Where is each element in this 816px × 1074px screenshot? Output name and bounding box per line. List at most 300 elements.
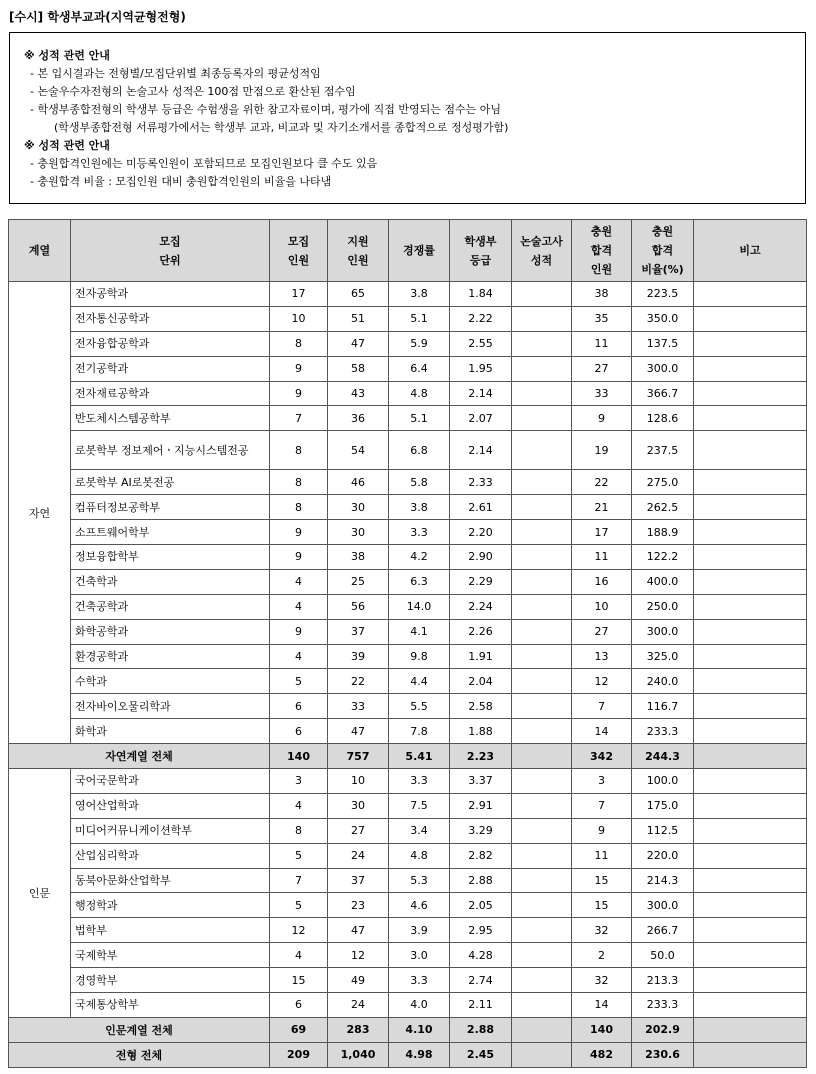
grade-cell: 1.84 xyxy=(450,282,512,307)
competition-cell: 14.0 xyxy=(389,594,450,619)
note-cell xyxy=(694,644,807,669)
grade-cell: 2.58 xyxy=(450,694,512,719)
competition-cell: 3.3 xyxy=(389,968,450,993)
total-row xyxy=(9,1042,807,1067)
group-label: 인문 xyxy=(9,769,71,1018)
note-cell xyxy=(694,470,807,495)
note-cell xyxy=(694,918,807,943)
notice-item: (학생부종합전형 서류평가에서는 학생부 교과, 비교과 및 자기소개서를 종합적으로 정성평가함) xyxy=(54,121,509,134)
essay-cell xyxy=(512,356,572,381)
note-cell xyxy=(694,545,807,570)
grade-cell: 2.88 xyxy=(450,1017,512,1042)
competition-cell: 4.1 xyxy=(389,619,450,644)
applicants-cell: 36 xyxy=(328,406,389,431)
grade-cell: 2.95 xyxy=(450,918,512,943)
essay-cell xyxy=(512,993,572,1018)
table-row xyxy=(9,993,807,1018)
note-cell xyxy=(694,868,807,893)
table-row xyxy=(9,306,807,331)
grade-cell: 2.05 xyxy=(450,893,512,918)
unit-name: 로봇학부 AI로봇전공 xyxy=(71,470,270,495)
unit-name: 건축공학과 xyxy=(71,594,270,619)
notice-item: - 학생부종합전형의 학생부 등급은 수험생을 위한 참고자료이며, 평가에 직접 반영되는 점수는 아님 xyxy=(30,103,501,116)
extra-count-cell: 11 xyxy=(572,843,632,868)
essay-cell xyxy=(512,495,572,520)
competition-cell: 3.8 xyxy=(389,495,450,520)
essay-cell xyxy=(512,793,572,818)
grade-cell: 2.90 xyxy=(450,545,512,570)
unit-name: 국어국문학과 xyxy=(71,769,270,794)
note-cell xyxy=(694,282,807,307)
table-row xyxy=(9,793,807,818)
competition-cell: 3.3 xyxy=(389,769,450,794)
quota-cell: 8 xyxy=(270,470,328,495)
grade-cell: 2.82 xyxy=(450,843,512,868)
grade-cell: 2.55 xyxy=(450,331,512,356)
unit-name: 행정학과 xyxy=(71,893,270,918)
note-cell xyxy=(694,381,807,406)
header-applicants: 지원 인원 xyxy=(328,220,389,282)
unit-name: 동북아문화산업학부 xyxy=(71,868,270,893)
unit-name: 화학공학과 xyxy=(71,619,270,644)
table-row xyxy=(9,918,807,943)
unit-name: 국제통상학부 xyxy=(71,993,270,1018)
essay-cell xyxy=(512,619,572,644)
applicants-cell: 56 xyxy=(328,594,389,619)
applicants-cell: 37 xyxy=(328,868,389,893)
table-header-row xyxy=(9,220,807,282)
essay-cell xyxy=(512,918,572,943)
essay-cell xyxy=(512,331,572,356)
competition-cell: 3.3 xyxy=(389,520,450,545)
extra-count-cell: 19 xyxy=(572,431,632,470)
competition-cell: 3.9 xyxy=(389,918,450,943)
grade-cell: 2.11 xyxy=(450,993,512,1018)
competition-cell: 5.5 xyxy=(389,694,450,719)
extra-ratio-cell: 300.0 xyxy=(632,356,694,381)
extra-count-cell: 7 xyxy=(572,694,632,719)
extra-ratio-cell: 137.5 xyxy=(632,331,694,356)
essay-cell xyxy=(512,381,572,406)
table-row xyxy=(9,406,807,431)
competition-cell: 4.6 xyxy=(389,893,450,918)
extra-count-cell: 140 xyxy=(572,1017,632,1042)
essay-cell xyxy=(512,769,572,794)
unit-name: 정보융합학부 xyxy=(71,545,270,570)
extra-ratio-cell: 122.2 xyxy=(632,545,694,570)
extra-ratio-cell: 116.7 xyxy=(632,694,694,719)
table-row xyxy=(9,520,807,545)
table-row xyxy=(9,495,807,520)
unit-name: 국제학부 xyxy=(71,943,270,968)
applicants-cell: 54 xyxy=(328,431,389,470)
note-cell xyxy=(694,818,807,843)
unit-name: 전기공학과 xyxy=(71,356,270,381)
quota-cell: 5 xyxy=(270,843,328,868)
quota-cell: 12 xyxy=(270,918,328,943)
total-label: 전형 전체 xyxy=(9,1042,270,1067)
extra-count-cell: 10 xyxy=(572,594,632,619)
quota-cell: 5 xyxy=(270,893,328,918)
table-row xyxy=(9,843,807,868)
extra-count-cell: 15 xyxy=(572,868,632,893)
competition-cell: 5.9 xyxy=(389,331,450,356)
applicants-cell: 757 xyxy=(328,744,389,769)
extra-ratio-cell: 300.0 xyxy=(632,619,694,644)
note-cell xyxy=(694,569,807,594)
essay-cell xyxy=(512,694,572,719)
essay-cell xyxy=(512,282,572,307)
extra-ratio-cell: 275.0 xyxy=(632,470,694,495)
extra-ratio-cell: 325.0 xyxy=(632,644,694,669)
essay-cell xyxy=(512,818,572,843)
unit-name: 법학부 xyxy=(71,918,270,943)
unit-name: 건축학과 xyxy=(71,569,270,594)
extra-ratio-cell: 202.9 xyxy=(632,1017,694,1042)
applicants-cell: 25 xyxy=(328,569,389,594)
grade-cell: 2.24 xyxy=(450,594,512,619)
grade-cell: 3.29 xyxy=(450,818,512,843)
grade-cell: 2.29 xyxy=(450,569,512,594)
extra-count-cell: 33 xyxy=(572,381,632,406)
applicants-cell: 24 xyxy=(328,843,389,868)
applicants-cell: 46 xyxy=(328,470,389,495)
note-cell xyxy=(694,993,807,1018)
essay-cell xyxy=(512,719,572,744)
quota-cell: 6 xyxy=(270,719,328,744)
extra-count-cell: 32 xyxy=(572,968,632,993)
extra-ratio-cell: 240.0 xyxy=(632,669,694,694)
essay-cell xyxy=(512,669,572,694)
quota-cell: 4 xyxy=(270,793,328,818)
applicants-cell: 23 xyxy=(328,893,389,918)
competition-cell: 3.8 xyxy=(389,282,450,307)
grade-cell: 2.20 xyxy=(450,520,512,545)
grade-cell: 3.37 xyxy=(450,769,512,794)
essay-cell xyxy=(512,520,572,545)
grade-cell: 2.14 xyxy=(450,381,512,406)
competition-cell: 4.8 xyxy=(389,381,450,406)
note-cell xyxy=(694,619,807,644)
note-cell xyxy=(694,331,807,356)
applicants-cell: 43 xyxy=(328,381,389,406)
essay-cell xyxy=(512,644,572,669)
note-cell xyxy=(694,719,807,744)
competition-cell: 5.8 xyxy=(389,470,450,495)
quota-cell: 9 xyxy=(270,619,328,644)
subtotal-row xyxy=(9,744,807,769)
extra-ratio-cell: 50.0 xyxy=(632,943,694,968)
subtotal-label: 인문계열 전체 xyxy=(9,1017,270,1042)
note-cell xyxy=(694,793,807,818)
note-cell xyxy=(694,594,807,619)
extra-ratio-cell: 233.3 xyxy=(632,993,694,1018)
extra-count-cell: 9 xyxy=(572,818,632,843)
quota-cell: 9 xyxy=(270,356,328,381)
extra-ratio-cell: 230.6 xyxy=(632,1042,694,1067)
grade-cell: 1.95 xyxy=(450,356,512,381)
table-row xyxy=(9,694,807,719)
note-cell xyxy=(694,520,807,545)
extra-count-cell: 3 xyxy=(572,769,632,794)
notice-heading: ※ 성적 관련 안내 xyxy=(24,139,110,152)
page-title: [수시] 학생부교과(지역균형전형) xyxy=(9,10,186,24)
notice-item: - 충원합격인원에는 미등록인원이 포함되므로 모집인원보다 클 수도 있음 xyxy=(30,157,378,170)
extra-count-cell: 35 xyxy=(572,306,632,331)
grade-cell: 2.26 xyxy=(450,619,512,644)
note-cell xyxy=(694,356,807,381)
essay-cell xyxy=(512,594,572,619)
grade-cell: 2.61 xyxy=(450,495,512,520)
unit-name: 반도체시스템공학부 xyxy=(71,406,270,431)
essay-cell xyxy=(512,1017,572,1042)
unit-name: 전자통신공학과 xyxy=(71,306,270,331)
note-cell xyxy=(694,968,807,993)
competition-cell: 5.1 xyxy=(389,306,450,331)
unit-name: 전자바이오물리학과 xyxy=(71,694,270,719)
essay-cell xyxy=(512,306,572,331)
table-row xyxy=(9,619,807,644)
applicants-cell: 33 xyxy=(328,694,389,719)
note-cell xyxy=(694,893,807,918)
extra-count-cell: 15 xyxy=(572,893,632,918)
header-unit: 모집 단위 xyxy=(71,220,270,282)
quota-cell: 8 xyxy=(270,495,328,520)
note-cell xyxy=(694,669,807,694)
extra-ratio-cell: 237.5 xyxy=(632,431,694,470)
grade-cell: 2.04 xyxy=(450,669,512,694)
grade-cell: 2.07 xyxy=(450,406,512,431)
note-cell xyxy=(694,694,807,719)
quota-cell: 8 xyxy=(270,431,328,470)
competition-cell: 5.3 xyxy=(389,868,450,893)
competition-cell: 5.1 xyxy=(389,406,450,431)
applicants-cell: 1,040 xyxy=(328,1042,389,1067)
essay-cell xyxy=(512,893,572,918)
subtotal-label: 자연계열 전체 xyxy=(9,744,270,769)
extra-count-cell: 27 xyxy=(572,619,632,644)
extra-count-cell: 7 xyxy=(572,793,632,818)
extra-count-cell: 2 xyxy=(572,943,632,968)
competition-cell: 5.41 xyxy=(389,744,450,769)
table-row xyxy=(9,381,807,406)
extra-ratio-cell: 350.0 xyxy=(632,306,694,331)
essay-cell xyxy=(512,545,572,570)
extra-count-cell: 22 xyxy=(572,470,632,495)
competition-cell: 3.4 xyxy=(389,818,450,843)
applicants-cell: 22 xyxy=(328,669,389,694)
applicants-cell: 58 xyxy=(328,356,389,381)
applicants-cell: 47 xyxy=(328,918,389,943)
unit-name: 미디어커뮤니케이션학부 xyxy=(71,818,270,843)
quota-cell: 7 xyxy=(270,868,328,893)
note-cell xyxy=(694,843,807,868)
extra-count-cell: 16 xyxy=(572,569,632,594)
competition-cell: 4.8 xyxy=(389,843,450,868)
essay-cell xyxy=(512,470,572,495)
quota-cell: 9 xyxy=(270,381,328,406)
extra-ratio-cell: 244.3 xyxy=(632,744,694,769)
quota-cell: 140 xyxy=(270,744,328,769)
table-row xyxy=(9,545,807,570)
extra-count-cell: 38 xyxy=(572,282,632,307)
applicants-cell: 12 xyxy=(328,943,389,968)
unit-name: 전자재료공학과 xyxy=(71,381,270,406)
applicants-cell: 39 xyxy=(328,644,389,669)
table-row xyxy=(9,719,807,744)
quota-cell: 69 xyxy=(270,1017,328,1042)
grade-cell: 1.91 xyxy=(450,644,512,669)
extra-ratio-cell: 400.0 xyxy=(632,569,694,594)
table-body xyxy=(9,282,807,1068)
grade-cell: 1.88 xyxy=(450,719,512,744)
competition-cell: 4.2 xyxy=(389,545,450,570)
unit-name: 로봇학부 정보제어ㆍ지능시스템전공 xyxy=(71,431,270,470)
essay-cell xyxy=(512,843,572,868)
competition-cell: 7.8 xyxy=(389,719,450,744)
unit-name: 수학과 xyxy=(71,669,270,694)
notice-item: - 본 입시결과는 전형별/모집단위별 최종등록자의 평균성적임 xyxy=(30,67,321,80)
competition-cell: 4.98 xyxy=(389,1042,450,1067)
extra-count-cell: 14 xyxy=(572,993,632,1018)
unit-name: 경영학부 xyxy=(71,968,270,993)
quota-cell: 9 xyxy=(270,520,328,545)
unit-name: 환경공학과 xyxy=(71,644,270,669)
note-cell xyxy=(694,1042,807,1067)
applicants-cell: 30 xyxy=(328,495,389,520)
essay-cell xyxy=(512,868,572,893)
subtotal-row xyxy=(9,1017,807,1042)
header-quota: 모집 인원 xyxy=(270,220,328,282)
essay-cell xyxy=(512,431,572,470)
quota-cell: 209 xyxy=(270,1042,328,1067)
essay-cell xyxy=(512,406,572,431)
competition-cell: 7.5 xyxy=(389,793,450,818)
extra-count-cell: 32 xyxy=(572,918,632,943)
note-cell xyxy=(694,306,807,331)
extra-ratio-cell: 300.0 xyxy=(632,893,694,918)
applicants-cell: 10 xyxy=(328,769,389,794)
table-row xyxy=(9,669,807,694)
quota-cell: 3 xyxy=(270,769,328,794)
unit-name: 영어산업학과 xyxy=(71,793,270,818)
note-cell xyxy=(694,495,807,520)
extra-ratio-cell: 262.5 xyxy=(632,495,694,520)
extra-count-cell: 14 xyxy=(572,719,632,744)
essay-cell xyxy=(512,943,572,968)
competition-cell: 4.10 xyxy=(389,1017,450,1042)
applicants-cell: 30 xyxy=(328,793,389,818)
note-cell xyxy=(694,769,807,794)
extra-count-cell: 11 xyxy=(572,331,632,356)
quota-cell: 4 xyxy=(270,644,328,669)
notice-item: - 충원합격 비율 : 모집인원 대비 충원합격인원의 비율을 나타냄 xyxy=(30,175,332,188)
header-essay: 논술고사 성적 xyxy=(512,220,572,282)
table-row xyxy=(9,282,807,307)
note-cell xyxy=(694,943,807,968)
applicants-cell: 47 xyxy=(328,331,389,356)
group-label: 자연 xyxy=(9,282,71,744)
applicants-cell: 38 xyxy=(328,545,389,570)
unit-name: 컴퓨터정보공학부 xyxy=(71,495,270,520)
notice-box xyxy=(9,32,806,204)
grade-cell: 2.45 xyxy=(450,1042,512,1067)
quota-cell: 5 xyxy=(270,669,328,694)
quota-cell: 4 xyxy=(270,943,328,968)
grade-cell: 2.23 xyxy=(450,744,512,769)
essay-cell xyxy=(512,1042,572,1067)
unit-name: 전자공학과 xyxy=(71,282,270,307)
competition-cell: 6.3 xyxy=(389,569,450,594)
applicants-cell: 51 xyxy=(328,306,389,331)
applicants-cell: 49 xyxy=(328,968,389,993)
extra-ratio-cell: 223.5 xyxy=(632,282,694,307)
competition-cell: 4.4 xyxy=(389,669,450,694)
applicants-cell: 65 xyxy=(328,282,389,307)
extra-ratio-cell: 100.0 xyxy=(632,769,694,794)
extra-ratio-cell: 250.0 xyxy=(632,594,694,619)
quota-cell: 10 xyxy=(270,306,328,331)
quota-cell: 8 xyxy=(270,331,328,356)
applicants-cell: 37 xyxy=(328,619,389,644)
unit-name: 전자융합공학과 xyxy=(71,331,270,356)
header-note: 비고 xyxy=(694,220,807,282)
header-competition: 경쟁률 xyxy=(389,220,450,282)
extra-ratio-cell: 188.9 xyxy=(632,520,694,545)
applicants-cell: 283 xyxy=(328,1017,389,1042)
table-row xyxy=(9,893,807,918)
table-row xyxy=(9,968,807,993)
extra-ratio-cell: 175.0 xyxy=(632,793,694,818)
note-cell xyxy=(694,406,807,431)
note-cell xyxy=(694,1017,807,1042)
competition-cell: 9.8 xyxy=(389,644,450,669)
extra-count-cell: 12 xyxy=(572,669,632,694)
note-cell xyxy=(694,431,807,470)
table-row xyxy=(9,470,807,495)
competition-cell: 6.4 xyxy=(389,356,450,381)
extra-ratio-cell: 366.7 xyxy=(632,381,694,406)
results-table xyxy=(8,219,807,1068)
applicants-cell: 30 xyxy=(328,520,389,545)
extra-count-cell: 342 xyxy=(572,744,632,769)
competition-cell: 3.0 xyxy=(389,943,450,968)
applicants-cell: 24 xyxy=(328,993,389,1018)
applicants-cell: 27 xyxy=(328,818,389,843)
quota-cell: 9 xyxy=(270,545,328,570)
table-row xyxy=(9,331,807,356)
table-row xyxy=(9,644,807,669)
competition-cell: 4.0 xyxy=(389,993,450,1018)
extra-ratio-cell: 214.3 xyxy=(632,868,694,893)
unit-name: 소프트웨어학부 xyxy=(71,520,270,545)
extra-ratio-cell: 266.7 xyxy=(632,918,694,943)
grade-cell: 4.28 xyxy=(450,943,512,968)
table-row xyxy=(9,818,807,843)
header-field: 계열 xyxy=(9,220,71,282)
table-row xyxy=(9,356,807,381)
grade-cell: 2.91 xyxy=(450,793,512,818)
extra-count-cell: 17 xyxy=(572,520,632,545)
header-extra-ratio: 충원 합격 비율(%) xyxy=(632,220,694,282)
quota-cell: 6 xyxy=(270,993,328,1018)
quota-cell: 4 xyxy=(270,569,328,594)
header-extra-count: 충원 합격 인원 xyxy=(572,220,632,282)
grade-cell: 2.22 xyxy=(450,306,512,331)
notice-heading: ※ 성적 관련 안내 xyxy=(24,49,110,62)
unit-name: 산업심리학과 xyxy=(71,843,270,868)
unit-name: 화학과 xyxy=(71,719,270,744)
